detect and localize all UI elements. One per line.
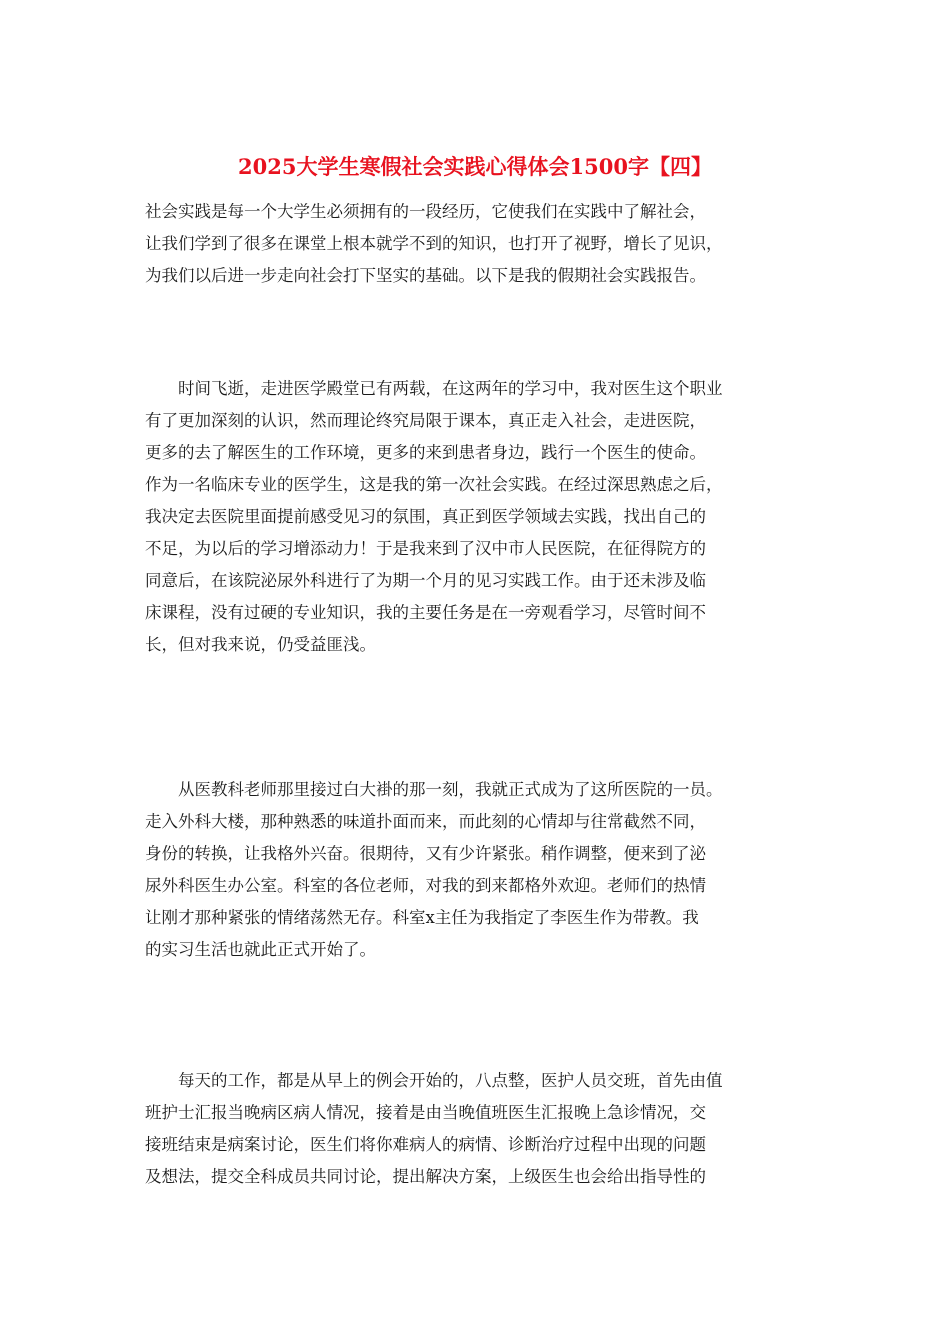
paragraph-line: 为我们以后进一步走向社会打下坚实的基础。以下是我的假期社会实践报告。 bbox=[145, 266, 706, 285]
paragraph-line: 我决定去医院里面提前感受见习的氛围，真正到医学领域去实践，找出自己的 bbox=[145, 507, 706, 526]
paragraph-line: 让刚才那种紧张的情绪荡然无存。科室x主任为我指定了李医生作为带教。我 bbox=[145, 908, 699, 927]
paragraph-daily-work bbox=[145, 1065, 810, 1193]
paragraph-line: 走入外科大楼，那种熟悉的味道扑面而来，而此刻的心情却与往常截然不同， bbox=[145, 812, 706, 831]
paragraph-line: 同意后，在该院泌尿外科进行了为期一个月的见习实践工作。由于还未涉及临 bbox=[145, 571, 706, 590]
paragraph-line: 作为一名临床专业的医学生，这是我的第一次社会实践。在经过深思熟虑之后， bbox=[145, 475, 723, 494]
paragraph-line: 有了更加深刻的认识，然而理论终究局限于课本，真正走入社会，走进医院， bbox=[145, 411, 706, 430]
paragraph-line: 的实习生活也就此正式开始了。 bbox=[145, 940, 376, 959]
paragraph-line: 及想法，提交全科成员共同讨论，提出解决方案，上级医生也会给出指导性的 bbox=[145, 1167, 706, 1186]
paragraph-intro bbox=[145, 196, 810, 292]
document-title: 2025大学生寒假社会实践心得体会1500字【四】 bbox=[238, 154, 712, 179]
paragraph-line: 身份的转换，让我格外兴奋。很期待，又有少许紧张。稍作调整，便来到了泌 bbox=[145, 844, 706, 863]
paragraph-line: 尿外科医生办公室。科室的各位老师，对我的到来都格外欢迎。老师们的热情 bbox=[145, 876, 706, 895]
paragraph-line: 接班结束是病案讨论，医生们将你难病人的病情、诊断治疗过程中出现的问题 bbox=[145, 1135, 706, 1154]
paragraph-line: 班护士汇报当晚病区病人情况，接着是由当晚值班医生汇报晚上急诊情况，交 bbox=[145, 1103, 706, 1122]
paragraph-line: 长，但对我来说，仍受益匪浅。 bbox=[145, 635, 376, 654]
paragraph-line: 床课程，没有过硬的专业知识，我的主要任务是在一旁观看学习，尽管时间不 bbox=[145, 603, 706, 622]
paragraph-line: 时间飞逝，走进医学殿堂已有两载，在这两年的学习中，我对医生这个职业 bbox=[145, 379, 723, 398]
paragraph-line: 社会实践是每一个大学生必须拥有的一段经历，它使我们在实践中了解社会， bbox=[145, 202, 706, 221]
paragraph-first-day bbox=[145, 774, 810, 966]
paragraph-line: 从医教科老师那里接过白大褂的那一刻，我就正式成为了这所医院的一员。 bbox=[145, 780, 723, 799]
paragraph-line: 每天的工作，都是从早上的例会开始的，八点整，医护人员交班，首先由值 bbox=[145, 1071, 723, 1090]
paragraph-line: 让我们学到了很多在课堂上根本就学不到的知识，也打开了视野，增长了见识， bbox=[145, 234, 723, 253]
paragraph-line: 更多的去了解医生的工作环境，更多的来到患者身边，践行一个医生的使命。 bbox=[145, 443, 706, 462]
paragraph-line: 不足，为以后的学习增添动力！于是我来到了汉中市人民医院，在征得院方的 bbox=[145, 539, 706, 558]
paragraph-hospital-internship bbox=[145, 373, 810, 661]
